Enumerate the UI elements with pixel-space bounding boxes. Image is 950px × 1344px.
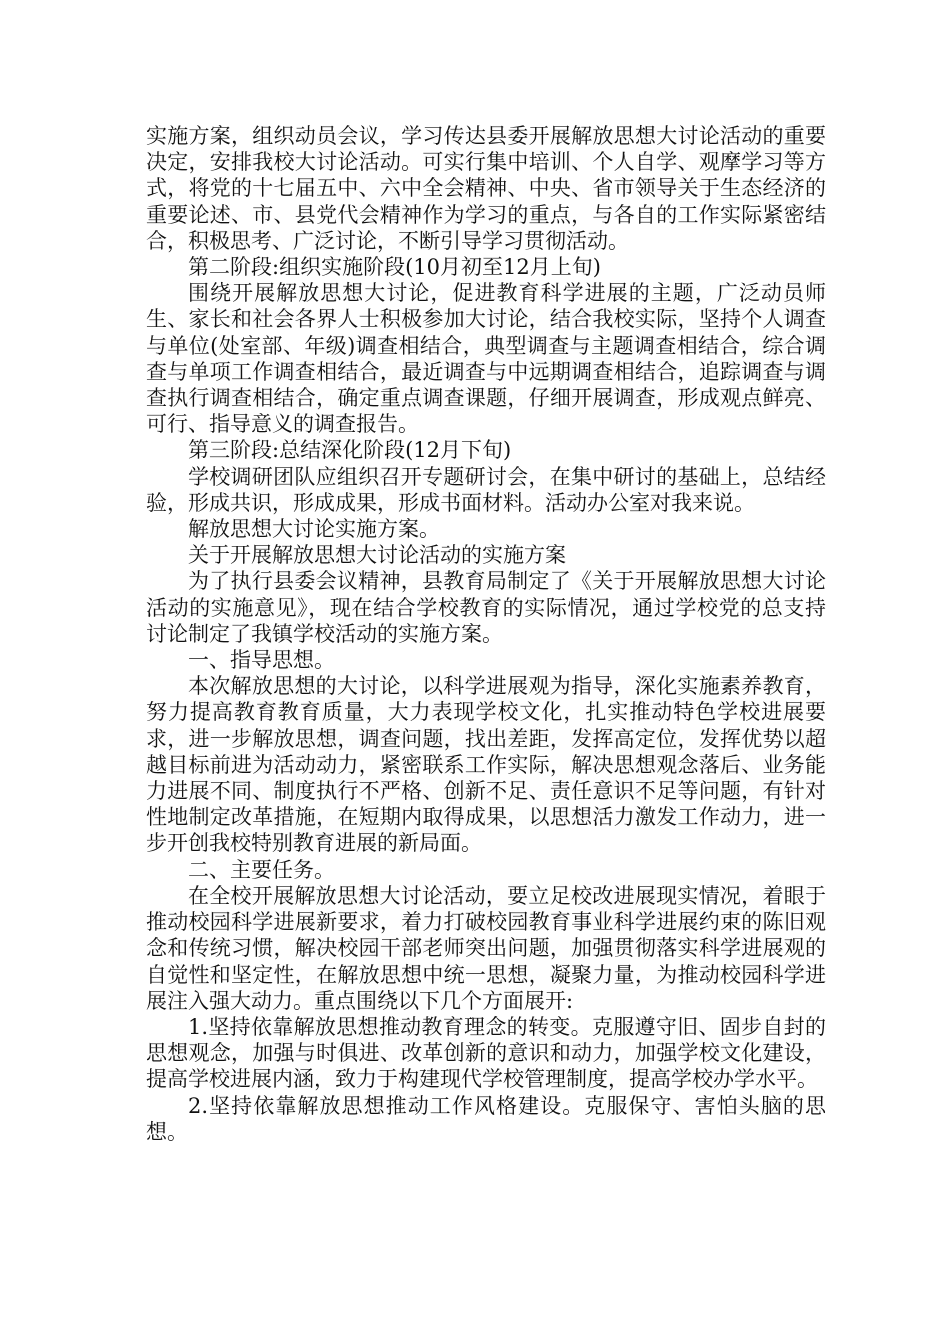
heading-plan-title: 关于开展解放思想大讨论活动的实施方案 [188,543,566,568]
paragraph-plan-intro: 为了执行县委会议精神，县教育局制定了《关于开展解放思想大讨论活动的实施意见》，现在结合学校教育的实际情况，通过学校党的总支持讨论制定了我镇学校活动的实施方案。 [146,569,826,646]
paragraph-plan-note: 解放思想大讨论实施方案。 [188,517,440,542]
paragraph-intro-continuation: 实施方案，组织动员会议，学习传达县委开展解放思想大讨论活动的重要决定，安排我校大讨论活动。可实行集中培训、个人自学、观摩学习等方式，将党的十七届五中、六中全会精神、中央、省市领导关于生态经济的重要论述、市、县党代会精神作为学习的重点，与各自的工作实际紧密结合，积极思考、广泛讨论，不断引导学习贯彻活动。 [146,124,826,253]
paragraph-main-tasks: 在全校开展解放思想大讨论活动，要立足校改进展现实情况，着眼于推动校园科学进展新要求，着力打破校园教育事业科学进展约束的陈旧观念和传统习惯，解决校园干部老师突出问题，加强贯彻落实科学进展观的自觉性和坚定性，在解放思想中统一思想，凝聚力量，为推动校园科学进展注入强大动力。重点围绕以下几个方面展开: [146,883,826,1013]
paragraph-guiding-thought: 本次解放思想的大讨论，以科学进展观为指导，深化实施素养教育，努力提高教育教育质量，大力表现学校文化，扎实推动特色学校进展要求，进一步解放思想，调查问题，找出差距，发挥高定位，发挥优势以超越目标前进为活动动力，紧密联系工作实际，解决思想观念落后、业务能力进展不同、制度执行不严格、创新不足、责任意识不足等问题，有针对性地制定改革措施，在短期内取得成果，以思想活力激发工作动力，进一步开创我校特别教育进展的新局面。 [146,674,826,856]
list-item-task-1: 1.坚持依靠解放思想推动教育理念的转变。克服遵守旧、固步自封的思想观念，加强与时俱进、改革创新的意识和动力，加强学校文化建设，提高学校进展内涵，致力于构建现代学校管理制度，提高学校办学水平。 [146,1014,826,1092]
list-item-task-2: 2.坚持依靠解放思想推动工作风格建设。克服保守、害怕头脑的思想。 [146,1093,826,1144]
heading-stage-three: 第三阶段:总结深化阶段(12月下旬) [188,438,512,463]
heading-stage-two: 第二阶段:组织实施阶段(10月初至12月上旬) [188,255,601,280]
paragraph-stage-two: 围绕开展解放思想大讨论，促进教育科学进展的主题，广泛动员师生、家长和社会各界人士积极参加大讨论，结合我校实际，坚持个人调查与单位(处室部、年级)调查相结合，典型调查与主题调查相结合，综合调查与单项工作调查相结合，最近调查与中远期调查相结合，追踪调查与调查执行调查相结合，确定重点调查课题，仔细开展调查，形成观点鲜亮、可行、指导意义的调查报告。 [146,281,826,437]
document-page [146,123,826,1145]
paragraph-stage-three: 学校调研团队应组织召开专题研讨会，在集中研讨的基础上，总结经验，形成共识，形成成果，形成书面材料。活动办公室对我来说。 [146,464,826,515]
heading-main-tasks: 二、主要任务。 [188,857,335,882]
heading-guiding-thought: 一、指导思想。 [188,648,335,673]
